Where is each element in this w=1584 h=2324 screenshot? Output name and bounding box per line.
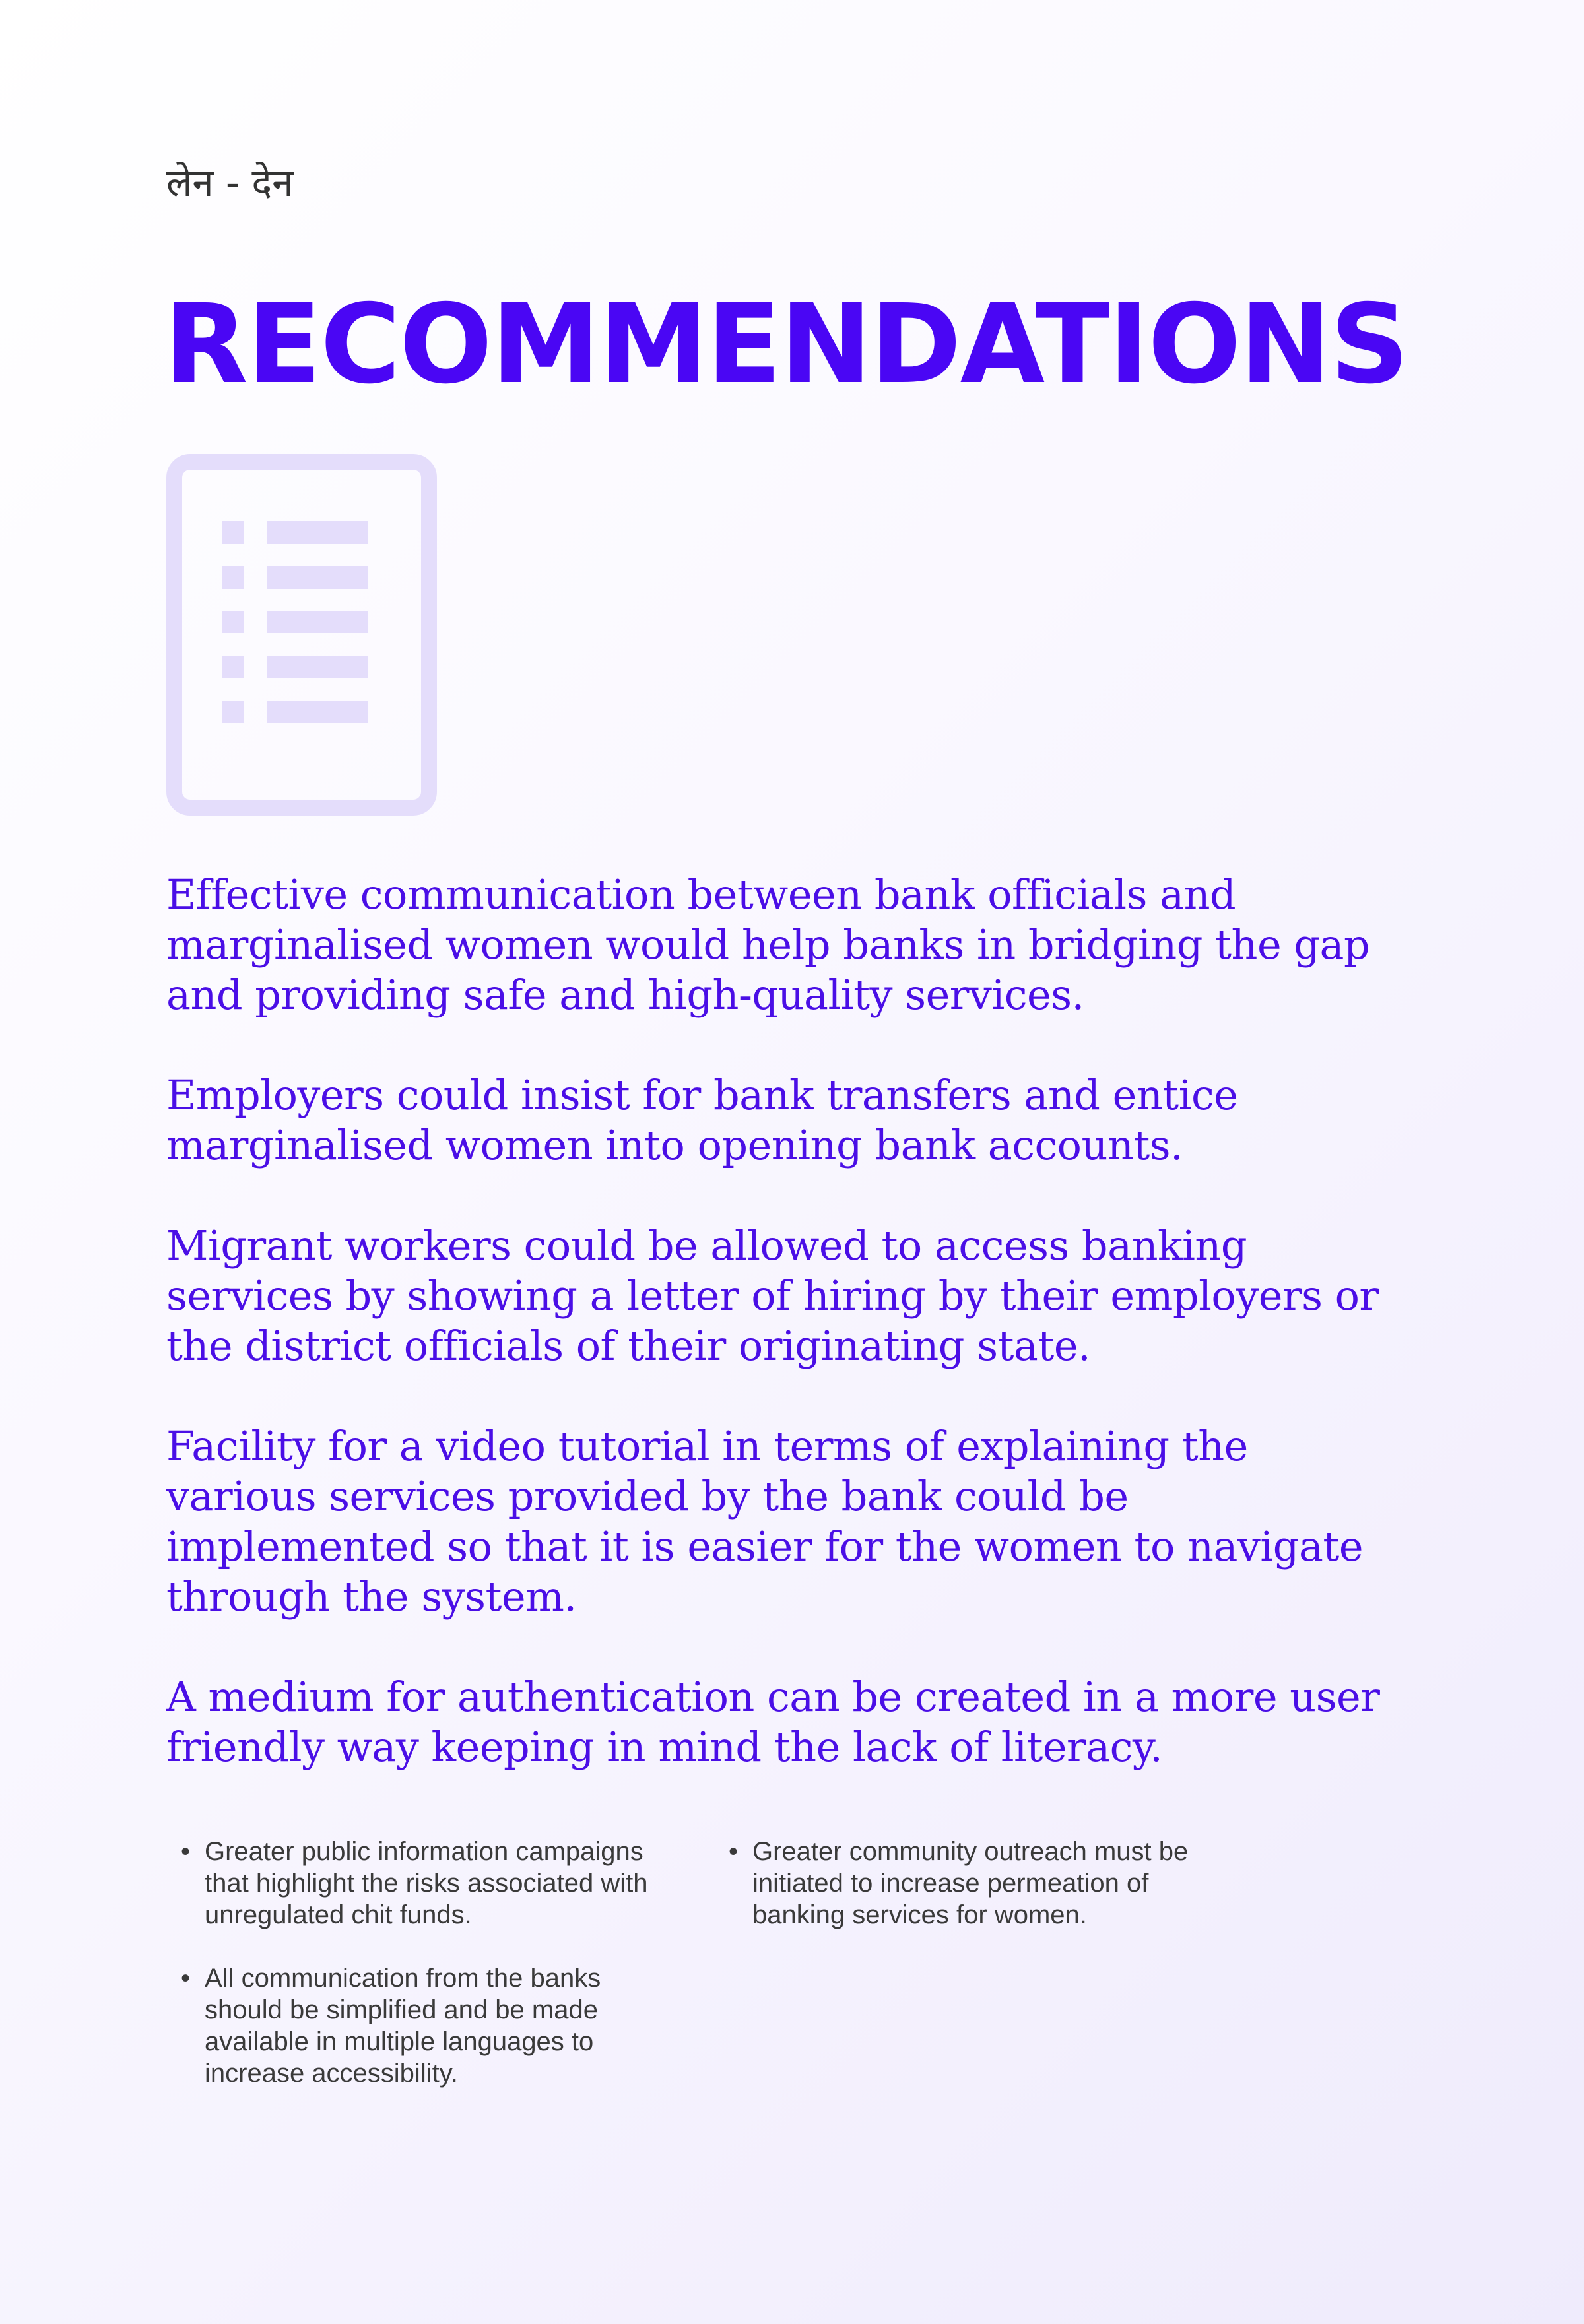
bullet-item: • Greater public information campaigns that highlight the risks associated with unregulated chit funds.: [166, 1836, 668, 1931]
bullet-list-left: [166, 1836, 668, 2121]
recommendation-paragraph: A medium for authentication can be created in a more user friendly way keeping in mind the lack of literacy.: [166, 1673, 1380, 1771]
recommendation-paragraph: Facility for a video tutorial in terms of explaining the various services provided by the bank could be implemented so that it is easier for the women to navigate through the system.: [166, 1422, 1364, 1621]
recommendation-paragraphs: [166, 870, 1407, 1823]
bullet-item: • Greater community outreach must be initiated to increase permeation of banking services for women.: [714, 1836, 1216, 1931]
page-title: RECOMMENDATIONS: [164, 281, 1408, 408]
document-list-icon: [166, 454, 437, 816]
recommendation-paragraph: Effective communication between bank officials and marginalised women would help banks in bridging the gap and providing safe and high-quality services.: [166, 870, 1370, 1019]
bullet-list-right: [714, 1836, 1216, 1962]
bullet-item: • All communication from the banks should be simplified and be made available in multiple languages to increase accessibility.: [166, 1962, 668, 2089]
recommendation-paragraph: Migrant workers could be allowed to access banking services by showing a letter of hiring by their employers or the district officials of their originating state.: [166, 1221, 1379, 1370]
brand-name: लेन - देन: [166, 160, 294, 205]
recommendation-paragraph: Employers could insist for bank transfers and entice marginalised women into opening bank accounts.: [166, 1071, 1238, 1169]
